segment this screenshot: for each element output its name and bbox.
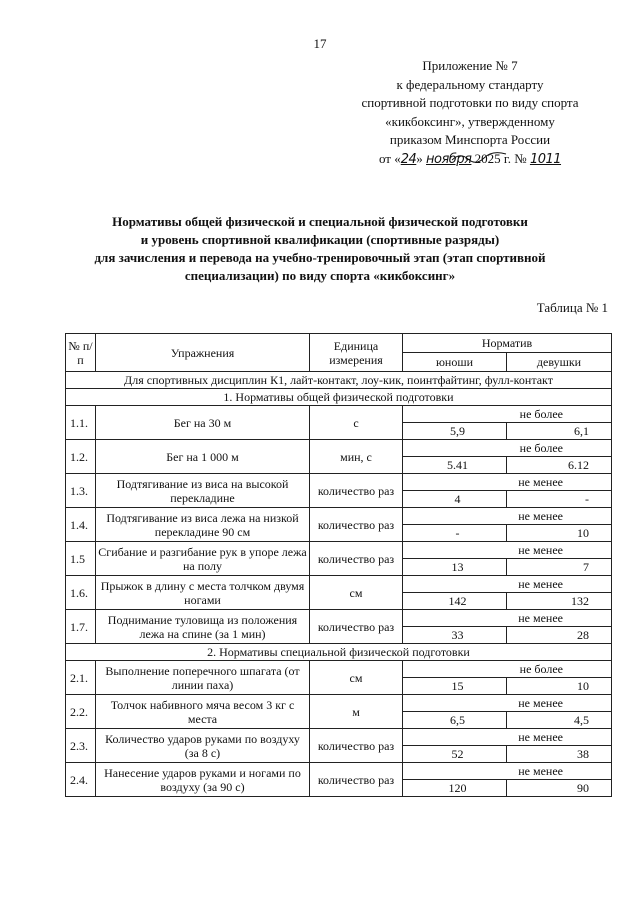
table-label: Таблица № 1 bbox=[536, 300, 608, 315]
norm-condition: не менее bbox=[403, 695, 612, 712]
document-title bbox=[40, 213, 600, 285]
row-number: 1.7. bbox=[66, 610, 96, 644]
exercise-name: Поднимание туловища из положения лежа на спине (за 1 мин) bbox=[96, 610, 310, 644]
signature-scribble-icon bbox=[450, 150, 510, 164]
row-number: 2.3. bbox=[66, 729, 96, 763]
appendix-title: Приложение № 7 bbox=[422, 58, 518, 73]
header-unit: Единица измерения bbox=[310, 334, 403, 372]
title-line: для зачисления и перевода на учебно-тренировочный этап (этап спортивной bbox=[94, 250, 546, 265]
exercise-name: Количество ударов руками по воздуху (за 8 с) bbox=[96, 729, 310, 763]
male-value: 15 bbox=[403, 678, 507, 695]
unit-cell: количество раз bbox=[310, 474, 403, 508]
unit-cell: количество раз bbox=[310, 542, 403, 576]
table-row bbox=[66, 508, 612, 525]
unit-cell: количество раз bbox=[310, 508, 403, 542]
norm-condition: не менее bbox=[403, 763, 612, 780]
table-row bbox=[66, 729, 612, 746]
date-day: 24 bbox=[400, 151, 417, 167]
row-number: 1.3. bbox=[66, 474, 96, 508]
page-number: 17 bbox=[313, 36, 327, 51]
exercise-name: Толчок набивного мяча весом 3 кг с места bbox=[96, 695, 310, 729]
female-value: - bbox=[507, 491, 612, 508]
female-value: 10 bbox=[507, 678, 612, 695]
section-row bbox=[66, 644, 612, 661]
male-value: 52 bbox=[403, 746, 507, 763]
standards-table bbox=[65, 333, 612, 797]
table-row bbox=[66, 661, 612, 678]
title-line: и уровень спортивной квалификации (спортивные разряды) bbox=[140, 232, 500, 247]
norm-condition: не менее bbox=[403, 508, 612, 525]
unit-cell: количество раз bbox=[310, 729, 403, 763]
norm-condition: не менее bbox=[403, 729, 612, 746]
table-row bbox=[66, 542, 612, 559]
header-exercise: Упражнения bbox=[96, 334, 310, 372]
unit-cell: см bbox=[310, 576, 403, 610]
table-row bbox=[66, 440, 612, 457]
row-number: 2.2. bbox=[66, 695, 96, 729]
exercise-name: Нанесение ударов руками и ногами по воздуху (за 90 с) bbox=[96, 763, 310, 797]
unit-cell: с bbox=[310, 406, 403, 440]
female-value: 6.12 bbox=[507, 457, 612, 474]
male-value: 142 bbox=[403, 593, 507, 610]
appendix-line: приказом Минспорта России bbox=[389, 132, 551, 147]
table-row bbox=[66, 695, 612, 712]
unit-cell: мин, с bbox=[310, 440, 403, 474]
table-row bbox=[66, 610, 612, 627]
male-value: 5.41 bbox=[403, 457, 507, 474]
header-num: № п/п bbox=[66, 334, 96, 372]
row-number: 1.6. bbox=[66, 576, 96, 610]
disciplines-row bbox=[66, 372, 612, 389]
unit-cell: см bbox=[310, 661, 403, 695]
norm-condition: не менее bbox=[403, 576, 612, 593]
exercise-name: Подтягивание из виса на высокой перекладине bbox=[96, 474, 310, 508]
male-value: 6,5 bbox=[403, 712, 507, 729]
exercise-name: Бег на 1 000 м bbox=[96, 440, 310, 474]
title-line: Нормативы общей физической и специальной физической подготовки bbox=[112, 214, 528, 229]
norm-condition: не менее bbox=[403, 610, 612, 627]
row-number: 1.4. bbox=[66, 508, 96, 542]
exercise-name: Сгибание и разгибание рук в упоре лежа на полу bbox=[96, 542, 310, 576]
male-value: 13 bbox=[403, 559, 507, 576]
norm-condition: не более bbox=[403, 406, 612, 423]
table-row bbox=[66, 474, 612, 491]
exercise-name: Прыжок в длину с места толчком двумя ногами bbox=[96, 576, 310, 610]
male-value: - bbox=[403, 525, 507, 542]
male-value: 5,9 bbox=[403, 423, 507, 440]
date-year: 2025 г. № bbox=[474, 150, 527, 166]
appendix-line: «кикбоксинг», утвержденному bbox=[385, 113, 555, 129]
appendix-line: спортивной подготовки по виду спорта bbox=[361, 95, 579, 110]
male-value: 4 bbox=[403, 491, 507, 508]
table-row bbox=[66, 763, 612, 780]
title-line: специализации) по виду спорта «кикбоксинг» bbox=[184, 268, 456, 283]
male-value: 120 bbox=[403, 780, 507, 797]
row-number: 1.5 bbox=[66, 542, 96, 576]
date-mid: » bbox=[416, 150, 423, 166]
female-value: 4,5 bbox=[507, 712, 612, 729]
row-number: 1.2. bbox=[66, 440, 96, 474]
header-male: юноши bbox=[403, 353, 507, 372]
unit-cell: количество раз bbox=[310, 610, 403, 644]
date-prefix: от « bbox=[378, 150, 401, 166]
table-row bbox=[66, 576, 612, 593]
appendix-line: к федеральному стандарту bbox=[396, 76, 544, 92]
norm-condition: не менее bbox=[403, 474, 612, 491]
disciplines-cell: Для спортивных дисциплин К1, лайт-контакт, лоу-кик, поинтфайтинг, фулл-контакт bbox=[66, 372, 612, 389]
section-title: 2. Нормативы специальной физической подготовки bbox=[66, 644, 612, 661]
section-row bbox=[66, 389, 612, 406]
female-value: 28 bbox=[507, 627, 612, 644]
norm-condition: не более bbox=[403, 440, 612, 457]
header-norm: Норматив bbox=[403, 334, 612, 353]
female-value: 6,1 bbox=[507, 423, 612, 440]
row-number: 2.4. bbox=[66, 763, 96, 797]
unit-cell: м bbox=[310, 695, 403, 729]
exercise-name: Выполнение поперечного шпагата (от линии паха) bbox=[96, 661, 310, 695]
row-number: 1.1. bbox=[66, 406, 96, 440]
exercise-name: Бег на 30 м bbox=[96, 406, 310, 440]
date-month: ноября bbox=[426, 151, 472, 167]
female-value: 38 bbox=[507, 746, 612, 763]
table-row bbox=[66, 406, 612, 423]
female-value: 10 bbox=[507, 525, 612, 542]
order-number: 1011 bbox=[529, 151, 562, 167]
norm-condition: не более bbox=[403, 661, 612, 678]
norm-condition: не менее bbox=[403, 542, 612, 559]
row-number: 2.1. bbox=[66, 661, 96, 695]
female-value: 7 bbox=[507, 559, 612, 576]
unit-cell: количество раз bbox=[310, 763, 403, 797]
section-title: 1. Нормативы общей физической подготовки bbox=[66, 389, 612, 406]
header-female: девушки bbox=[507, 353, 612, 372]
exercise-name: Подтягивание из виса лежа на низкой перекладине 90 см bbox=[96, 508, 310, 542]
header-row bbox=[66, 334, 612, 353]
female-value: 90 bbox=[507, 780, 612, 797]
female-value: 132 bbox=[507, 593, 612, 610]
male-value: 33 bbox=[403, 627, 507, 644]
